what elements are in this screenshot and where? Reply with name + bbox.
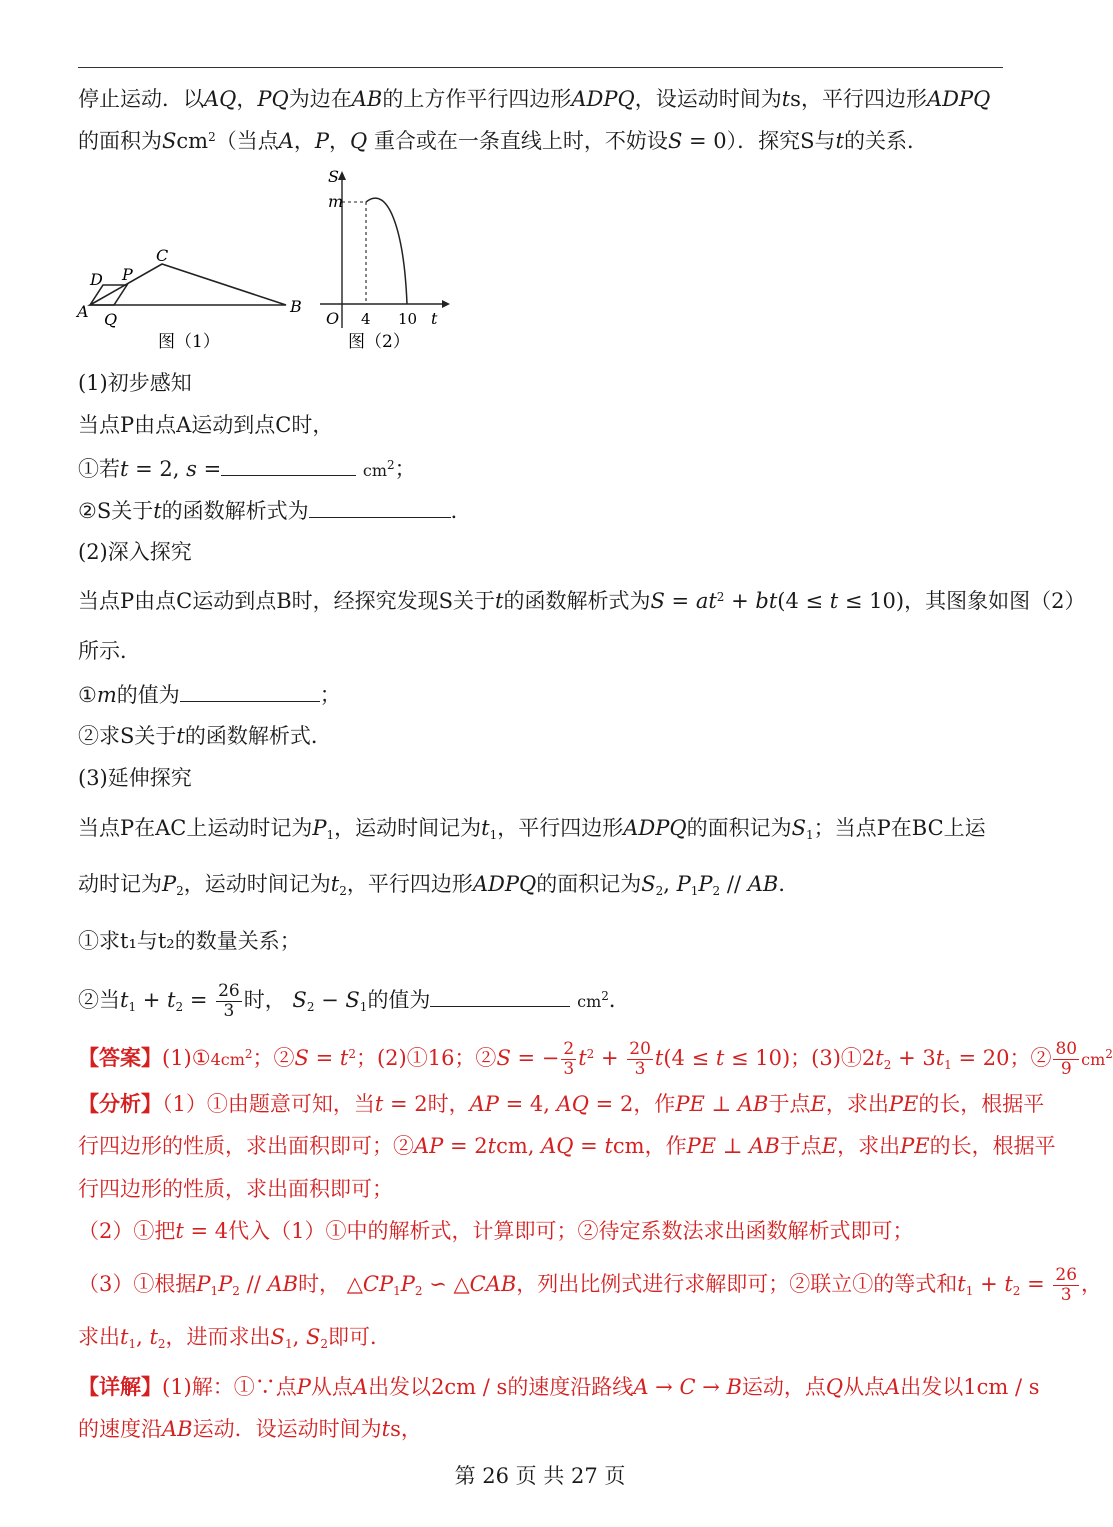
label-b: B (290, 297, 302, 316)
analysis-line-1: 【分析】（1）①由题意可知，当t = 2时，AP = 4, AQ = 2，作PE ⊥ AB于点E，求出PE的长，根据平 (78, 1091, 1045, 1116)
intro-line-1: 停止运动．以AQ，PQ为边在AB的上方作平行四边形ADPQ，设运动时间为ts，平行四边形ADPQ (78, 87, 991, 111)
axis-label-s: S (328, 167, 339, 186)
label-a: A (77, 302, 89, 321)
analysis-line-4: （2）①把t = 4代入（1）①中的解析式，计算即可；②待定系数法求出函数解析式即可； (78, 1219, 914, 1243)
detail-line-2: 的速度沿AB运动．设运动时间为ts， (78, 1417, 422, 1441)
page-footer: 第 26 页 共 27 页 (454, 1464, 626, 1488)
label-m: m (328, 192, 344, 211)
answer-line: 【答案】$(1)①4cm^2$；②S = $t^2$；(2)①16；②S = − $\frac{2}{3}$ $t^2$ + $\frac{20}{3}$ t(4 ≤ t ≤ 10)；$(3)①2t_2 + 3t_1 = 20$；② $\frac{80}{9}$ $cm^2$ (78, 1039, 1113, 1079)
label-c: C (156, 246, 169, 265)
answer-blank[interactable] (430, 984, 570, 1007)
analysis-line-5: （3）①根据$P_1P_2$ // AB时， $\triangle CP_1P_2$ ∽ △CAB，列出比例式进行求解即可；②联立①的等式和$t_1 + t_2$ = $\frac{26}{3}$ ， (78, 1265, 1103, 1305)
part3-heading: (3)延伸探究 (78, 766, 192, 790)
answer-blank[interactable] (221, 453, 356, 476)
tick-10: 10 (398, 310, 418, 328)
part3-line-1: 当点P在AC上运动时记为$P_1$，运动时间记为$t_1$，平行四边形ADPQ的面积记为$S_1$；当点P在BC上运 (78, 816, 986, 842)
part1-heading: (1)初步感知 (78, 371, 192, 395)
header-rule (78, 67, 1003, 68)
label-q: Q (104, 310, 118, 329)
part2-heading: (2)深入探究 (78, 540, 192, 564)
part1-q1: ①若t = 2, $s = cm^2$； (78, 453, 416, 486)
part2-condition-end: 所示． (78, 639, 141, 663)
figure-1 (75, 246, 302, 352)
part2-condition: 当点P由点C运动到点B时，经探究发现S关于t的函数解析式为$S = at^2 + bt(4 \le t \le 10)$，其图象如图（2） (78, 589, 1086, 613)
analysis-line-3: 行四边形的性质，求出面积即可； (78, 1177, 393, 1201)
parabola-curve (366, 198, 407, 304)
label-origin: O (326, 309, 340, 328)
part2-q1: ①m的值为 ； (78, 679, 341, 710)
part3-q2: ②当$t_1 + t_2$ = $\frac{26}{3}$ 时， $S_2 - S_1$的值为 $cm^2$． (78, 981, 630, 1021)
y-axis-arrow (338, 171, 346, 180)
fraction-26-3: $\frac{26}{3}$ (218, 981, 240, 1021)
x-axis-arrow (442, 300, 450, 308)
analysis-line-2: 行四边形的性质，求出面积即可；②AP = 2tcm, AQ = tcm，作PE ⊥ AB于点E，求出PE的长，根据平 (78, 1134, 1056, 1158)
part2-q2: ②求S关于t的函数解析式． (78, 724, 332, 748)
part3-q1: ①求t₁与t₂的数量关系； (78, 929, 301, 953)
answer-blank[interactable] (180, 679, 320, 702)
part1-condition: 当点P由点A运动到点C时， (78, 413, 334, 437)
figure-2-caption: 图（2） (348, 332, 410, 352)
label-p: P (122, 265, 133, 284)
detail-line-1: 【详解】(1)解：①∵点P从点A出发以2cm / s的速度沿路线A → C → B运动，点Q从点A出发以1cm / s (78, 1374, 1040, 1399)
figures (70, 160, 490, 360)
analysis-line-6: 求出$t_1$, $t_2$，进而求出$S_1$, $S_2$即可． (78, 1325, 391, 1351)
answer-blank[interactable] (309, 495, 451, 518)
figure-2 (320, 167, 450, 352)
intro-line-2: 的面积为Scm$^2$（当点A，P，Q 重合或在一条直线上时，不妨设S = 0）．探究S与t的关系． (78, 129, 928, 153)
tick-4: 4 (361, 310, 371, 328)
axis-label-t: t (431, 309, 438, 328)
figure-1-caption: 图（1） (158, 332, 220, 352)
part1-q2: ②S关于t的函数解析式为 ． (78, 495, 472, 526)
label-d: D (90, 270, 103, 289)
part3-line-2: 动时记为$P_2$，运动时间记为$t_2$，平行四边形ADPQ的面积记为$S_2$, $P_1P_2$ // AB． (78, 872, 800, 898)
